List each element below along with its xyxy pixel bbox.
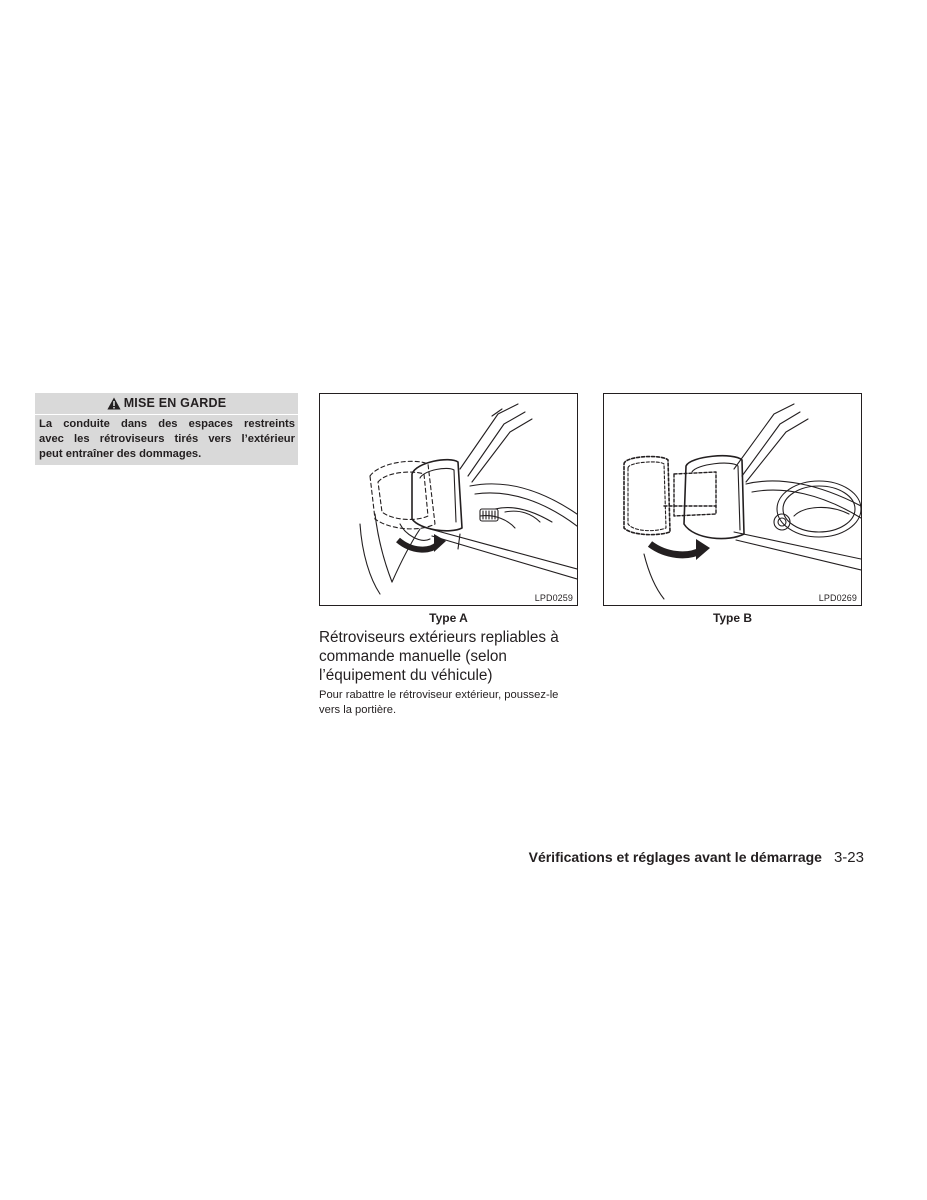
mirror-illustration-type-a [320, 394, 577, 605]
figure-caption-type-a: Type A [429, 611, 468, 625]
warning-line: peut entraîner des dommages. [39, 448, 202, 460]
body-line: vers la portière. [319, 704, 397, 716]
section-title-line: commande manuelle (selon [319, 648, 507, 665]
figure-code: LPD0259 [534, 593, 573, 603]
warning-line: La conduite dans des espaces restreints [39, 418, 295, 430]
warning-header [35, 393, 298, 413]
warning-text [39, 417, 295, 462]
figure-caption-type-b: Type B [712, 611, 753, 625]
page-footer [440, 849, 864, 866]
figure-type-a [319, 393, 578, 606]
warning-title: MISE EN GARDE [123, 396, 227, 410]
section-title-line: Rétroviseurs extérieurs repliables à [319, 629, 559, 646]
section-title [319, 628, 581, 685]
footer-section-title: Vérifications et réglages avant le démarrage [528, 849, 822, 865]
warning-divider [35, 414, 298, 415]
body-line: Pour rabattre le rétroviseur extérieur, poussez-le [319, 689, 559, 701]
page-number: 3-23 [833, 849, 864, 866]
mirror-illustration-type-b [604, 394, 861, 605]
figure-code: LPD0269 [818, 593, 857, 603]
warning-box [35, 393, 298, 465]
figure-type-b [603, 393, 862, 606]
section-body [319, 688, 581, 718]
warning-line: avec les rétroviseurs tirés vers l’extérieur [39, 433, 295, 445]
warning-triangle-icon [107, 397, 121, 410]
section-title-line: l’équipement du véhicule) [319, 667, 493, 684]
